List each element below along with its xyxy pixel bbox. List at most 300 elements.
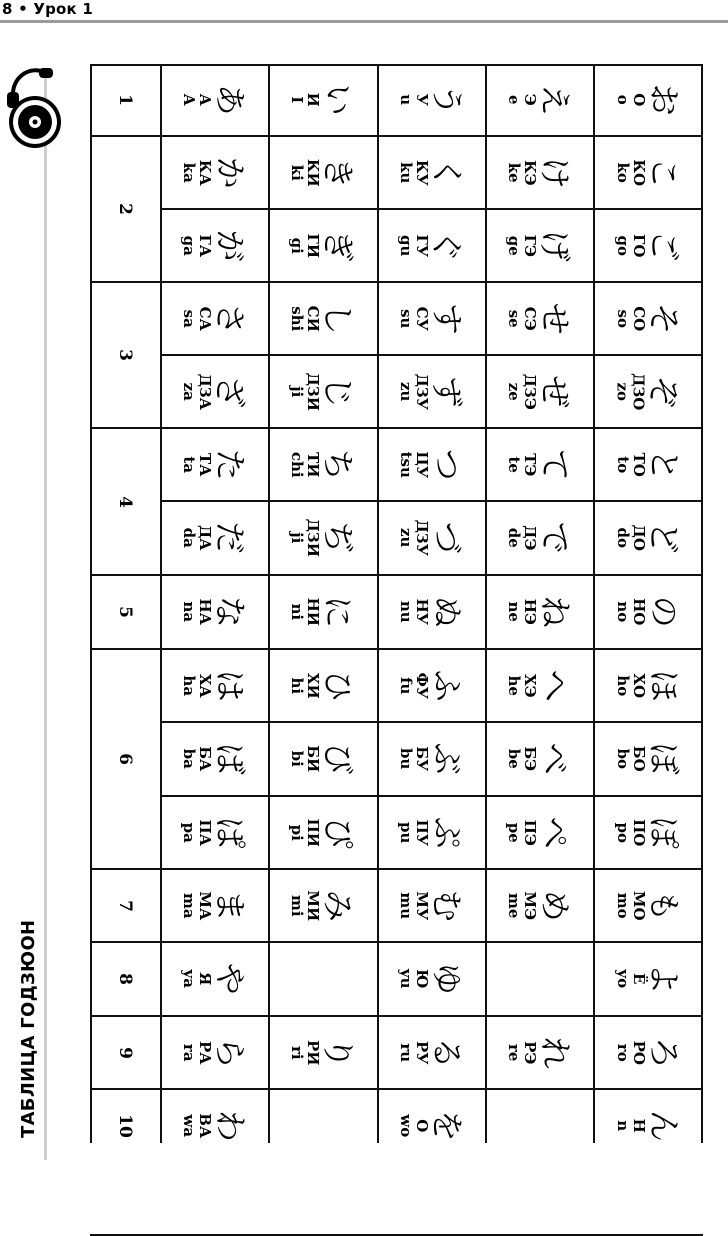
kana-glyph: は: [210, 669, 249, 702]
romaji-reading: pe: [504, 822, 523, 843]
romaji-reading: ge: [504, 235, 523, 256]
group-number: 2: [115, 203, 135, 215]
romaji-reading: o: [613, 94, 632, 106]
kana-cell: [593, 649, 703, 722]
kana-cell: [160, 796, 268, 869]
kana-glyph: み: [319, 889, 358, 922]
kana-glyph: ぼ: [644, 742, 683, 776]
kana-cell: [160, 209, 268, 282]
kana-entry: [180, 84, 248, 116]
kana-glyph: れ: [535, 1036, 574, 1069]
romaji-reading: ru: [396, 1043, 415, 1062]
cyrillic-reading: КИ: [304, 158, 323, 187]
kana-glyph: が: [210, 229, 249, 262]
romaji-reading: chi: [288, 451, 307, 478]
kana-glyph: そ: [644, 302, 683, 335]
kana-glyph: ふ: [427, 669, 466, 702]
kana-cell: [593, 428, 703, 501]
kana-glyph: ね: [535, 595, 574, 629]
kana-cell: [160, 1016, 268, 1089]
kana-glyph: あ: [210, 83, 249, 117]
romaji-reading: do: [613, 527, 632, 549]
kana-entry: [614, 1036, 682, 1068]
kana-entry: [614, 963, 682, 995]
kana-glyph: え: [535, 83, 574, 117]
kana-entry: [397, 1036, 465, 1068]
kana-cell: [268, 136, 377, 209]
cyrillic-reading: РУ: [412, 1040, 431, 1065]
group-number: 9: [115, 1046, 135, 1059]
kana-cell: [485, 575, 593, 649]
romaji-reading: ko: [613, 162, 632, 183]
kana-entry: [289, 84, 357, 116]
kana-entry: [397, 596, 465, 628]
kana-entry: [505, 669, 573, 701]
kana-glyph: へ: [535, 669, 574, 702]
group-number-cell: [90, 1089, 160, 1163]
kana-entry: [614, 229, 682, 261]
cyrillic-reading: Н: [629, 1118, 648, 1134]
kana-entry: [180, 889, 248, 921]
kana-glyph: に: [319, 595, 358, 629]
kana-glyph: ま: [210, 889, 249, 922]
kana-entry: [614, 743, 682, 775]
kana-entry: [614, 84, 682, 116]
kana-cell: [593, 942, 703, 1016]
kana-glyph: め: [535, 889, 574, 922]
cyrillic-reading: КУ: [412, 159, 431, 186]
kana-cell: [593, 869, 703, 942]
group-number-cell: [90, 869, 160, 942]
kana-entry: [505, 84, 573, 116]
kana-entry: [397, 963, 465, 995]
kana-entry: [505, 522, 573, 554]
romaji-reading: wa: [179, 1114, 198, 1138]
kana-entry: [180, 816, 248, 848]
kana-entry: [289, 889, 357, 921]
kana-glyph: な: [210, 595, 249, 629]
kana-glyph: ぶ: [427, 742, 466, 776]
kana-glyph: ぎ: [319, 229, 358, 262]
cyrillic-reading: ГУ: [412, 234, 431, 257]
kana-glyph: お: [644, 83, 683, 117]
cyrillic-reading: НИ: [304, 597, 323, 627]
kana-glyph: だ: [210, 521, 249, 555]
romaji-reading: zu: [396, 381, 415, 402]
romaji-reading: ho: [613, 675, 632, 696]
table-title: ТАБЛИЦА ГОДЗЮОН: [18, 919, 39, 1138]
cyrillic-reading: КО: [629, 159, 648, 186]
cyrillic-reading: ПИ: [304, 818, 323, 847]
cyrillic-reading: НЭ: [520, 598, 539, 626]
cyrillic-reading: ЦУ: [412, 451, 431, 478]
kana-entry: [505, 816, 573, 848]
kana-entry: [397, 743, 465, 775]
cyrillic-reading: МО: [629, 890, 648, 921]
romaji-reading: he: [504, 675, 523, 696]
romaji-reading: ro: [613, 1043, 632, 1062]
cyrillic-reading: ХИ: [304, 672, 323, 699]
kana-glyph: ぺ: [535, 816, 574, 849]
kana-cell: [160, 501, 268, 575]
romaji-reading: wo: [396, 1114, 415, 1138]
group-number-cell: [90, 136, 160, 282]
kana-cell: [268, 282, 377, 355]
romaji-reading: n: [613, 1120, 632, 1132]
kana-cell: [593, 575, 703, 649]
kana-glyph: ず: [427, 375, 466, 408]
cyrillic-reading: ХЭ: [520, 673, 539, 698]
romaji-reading: bu: [396, 748, 415, 770]
romaji-reading: bo: [613, 748, 632, 770]
header-separator: •: [18, 0, 28, 18]
kana-cell: [377, 428, 485, 501]
cyrillic-reading: НА: [195, 598, 214, 626]
kana-entry: [180, 963, 248, 995]
cyrillic-reading: ГЭ: [520, 234, 539, 257]
kana-glyph: と: [644, 448, 683, 481]
header-rule: [0, 20, 728, 23]
cyrillic-reading: СУ: [412, 306, 431, 331]
kana-entry: [505, 156, 573, 188]
group-number: 5: [115, 606, 135, 618]
kana-entry: [614, 302, 682, 334]
kana-cell: [593, 282, 703, 355]
page-header: [0, 0, 728, 20]
kana-glyph: ぜ: [535, 375, 574, 408]
cyrillic-reading: ТИ: [304, 451, 323, 478]
kana-glyph: げ: [535, 229, 574, 262]
cyrillic-reading: СО: [629, 305, 648, 332]
audio-cd-icon: [5, 62, 65, 152]
romaji-reading: yu: [396, 969, 415, 989]
kana-cell: [377, 575, 485, 649]
group-number: 7: [115, 899, 135, 912]
kana-cell: [160, 649, 268, 722]
kana-cell: [160, 1089, 268, 1163]
kana-glyph: る: [427, 1036, 466, 1069]
kana-cell: [485, 722, 593, 796]
cyrillic-reading: КА: [195, 159, 214, 186]
romaji-reading: ji: [288, 385, 307, 398]
romaji-reading: ta: [179, 456, 198, 473]
kana-cell: [593, 1016, 703, 1089]
romaji-reading: de: [504, 527, 523, 549]
romaji-reading: gi: [288, 237, 307, 254]
cyrillic-reading: Ё: [629, 973, 648, 985]
cyrillic-reading: СЭ: [520, 306, 539, 331]
kana-glyph: い: [319, 83, 358, 117]
kana-entry: [289, 596, 357, 628]
kana-glyph: を: [427, 1109, 466, 1143]
kana-cell: [268, 501, 377, 575]
kana-cell: [485, 1016, 593, 1089]
cyrillic-reading: У: [412, 93, 431, 107]
cyrillic-reading: ВА: [195, 1113, 214, 1139]
kana-glyph: ひ: [319, 669, 358, 702]
kana-cell: [160, 428, 268, 501]
kana-glyph: ご: [644, 229, 683, 262]
romaji-reading: ji: [288, 532, 307, 544]
cyrillic-reading: БИ: [304, 745, 323, 773]
kana-entry: [289, 156, 357, 188]
kana-entry: [180, 1110, 248, 1142]
kana-entry: [180, 596, 248, 628]
cyrillic-reading: О: [629, 93, 648, 107]
romaji-reading: re: [504, 1043, 523, 1062]
kana-glyph: く: [427, 156, 466, 189]
kana-glyph: り: [319, 1036, 358, 1069]
kana-glyph: す: [427, 302, 466, 335]
romaji-reading: zo: [613, 382, 632, 401]
kana-glyph: べ: [535, 742, 574, 776]
romaji-reading: mo: [613, 892, 632, 919]
kana-entry: [289, 372, 357, 410]
cyrillic-reading: ТО: [629, 452, 648, 477]
cyrillic-reading: ДЗО: [629, 372, 648, 411]
cyrillic-reading: МИ: [304, 890, 323, 921]
kana-glyph: ど: [644, 521, 683, 555]
kana-entry: [289, 448, 357, 480]
kana-cell: [377, 355, 485, 428]
romaji-reading: pa: [179, 822, 198, 843]
romaji-reading: da: [179, 527, 198, 549]
cyrillic-reading: РЭ: [520, 1040, 539, 1065]
kana-cell: [268, 869, 377, 942]
kana-entry: [614, 373, 682, 410]
romaji-reading: ma: [179, 892, 198, 919]
page-number: 8: [2, 0, 13, 18]
romaji-reading: tsu: [396, 451, 415, 478]
kana-cell: [268, 649, 377, 722]
cyrillic-reading: ДЗЭ: [520, 373, 539, 410]
romaji-reading: u: [396, 94, 415, 106]
kana-entry: [397, 816, 465, 848]
kana-cell: [268, 355, 377, 428]
kana-entry: [180, 1036, 248, 1068]
kana-cell: [160, 942, 268, 1016]
kana-cell: [377, 136, 485, 209]
cyrillic-reading: ДО: [629, 524, 648, 552]
kana-entry: [397, 448, 465, 480]
kana-glyph: ざ: [210, 375, 249, 408]
kana-glyph: こ: [644, 156, 683, 189]
kana-glyph: よ: [644, 962, 683, 996]
kana-entry: [289, 1036, 357, 1068]
cyrillic-reading: ГИ: [304, 233, 323, 258]
cyrillic-reading: ТА: [195, 452, 214, 477]
kana-entry: [180, 743, 248, 775]
group-number-cell: [90, 428, 160, 575]
romaji-reading: nu: [396, 601, 415, 623]
kana-cell: [593, 1089, 703, 1163]
cyrillic-reading: ДЗА: [195, 373, 214, 410]
kana-cell: [485, 428, 593, 501]
romaji-reading: A: [179, 94, 198, 106]
kana-glyph: ぬ: [427, 595, 466, 629]
kana-glyph: ほ: [644, 669, 683, 702]
kana-entry: [397, 520, 465, 556]
group-number-cell: [90, 649, 160, 869]
kana-cell: [485, 136, 593, 209]
kana-glyph: ゆ: [427, 962, 466, 996]
kana-entry: [614, 448, 682, 480]
kana-glyph: ろ: [644, 1036, 683, 1069]
kana-cell: [377, 722, 485, 796]
kana-cell: [268, 722, 377, 796]
kana-glyph: じ: [319, 375, 358, 408]
kana-cell: [377, 649, 485, 722]
kana-glyph: ぢ: [319, 521, 358, 555]
cyrillic-reading: ПА: [195, 819, 214, 846]
romaji-reading: ke: [504, 162, 523, 183]
cyrillic-reading: ПЭ: [520, 819, 539, 846]
group-number: 6: [115, 753, 135, 765]
romaji-reading: hi: [288, 677, 307, 694]
kana-glyph: ぴ: [319, 816, 358, 849]
cyrillic-reading: МУ: [412, 891, 431, 920]
romaji-reading: yo: [613, 969, 632, 989]
cyrillic-reading: БУ: [412, 746, 431, 772]
romaji-reading: ba: [179, 748, 198, 770]
kana-entry: [505, 373, 573, 409]
kana-entry: [397, 229, 465, 261]
lesson-label: Урок 1: [33, 0, 93, 18]
kana-cell: [593, 501, 703, 575]
kana-glyph: ぞ: [644, 375, 683, 408]
romaji-reading: ga: [179, 235, 198, 256]
kana-entry: [289, 519, 357, 557]
kana-cell: [593, 136, 703, 209]
cyrillic-reading: ТЭ: [520, 452, 539, 477]
kana-glyph: ち: [319, 448, 358, 481]
kana-cell: [377, 282, 485, 355]
romaji-reading: zu: [396, 528, 415, 548]
kana-entry: [180, 373, 248, 409]
kana-cell: [268, 796, 377, 869]
kana-entry: [397, 669, 465, 701]
romaji-reading: ra: [179, 1043, 198, 1062]
kana-cell: [377, 209, 485, 282]
kana-glyph: の: [644, 595, 683, 629]
cyrillic-reading: ДА: [195, 525, 214, 551]
kana-cell: [160, 136, 268, 209]
kana-entry: [614, 596, 682, 628]
kana-glyph: う: [427, 83, 466, 117]
romaji-reading: gu: [396, 234, 415, 257]
kana-entry: [614, 889, 682, 921]
kana-cell: [160, 64, 268, 136]
kana-cell: [377, 869, 485, 942]
margin-rule: [44, 78, 47, 1160]
kana-entry: [505, 1036, 573, 1068]
kana-cell: [377, 1016, 485, 1089]
kana-entry: [180, 156, 248, 188]
kana-cell: [593, 64, 703, 136]
cyrillic-reading: РА: [195, 1040, 214, 1065]
romaji-reading: ya: [179, 969, 198, 989]
romaji-reading: ka: [179, 162, 198, 183]
romaji-reading: ri: [288, 1045, 307, 1060]
kana-entry: [505, 302, 573, 334]
kana-cell: [268, 575, 377, 649]
cyrillic-reading: СА: [195, 306, 214, 331]
romaji-reading: se: [504, 309, 523, 328]
cyrillic-reading: ХА: [195, 673, 214, 698]
romaji-reading: ki: [288, 164, 307, 181]
kana-glyph: さ: [210, 302, 249, 335]
cyrillic-reading: А: [195, 93, 214, 107]
kana-entry: [289, 743, 357, 775]
group-number-cell: [90, 1016, 160, 1089]
kana-glyph: び: [319, 742, 358, 776]
cyrillic-reading: ДЭ: [520, 525, 539, 551]
romaji-reading: mi: [288, 894, 307, 917]
kana-cell: [377, 64, 485, 136]
romaji-reading: e: [504, 95, 523, 105]
cyrillic-reading: ФУ: [412, 672, 431, 699]
kana-cell: [377, 1089, 485, 1163]
kana-cell: [377, 942, 485, 1016]
romaji-reading: ze: [505, 382, 523, 401]
kana-cell: [593, 796, 703, 869]
group-number: 4: [115, 495, 135, 508]
romaji-reading: pu: [396, 821, 415, 844]
kana-entry: [180, 669, 248, 701]
kana-entry: [614, 669, 682, 701]
kana-glyph: ぽ: [644, 816, 683, 849]
kana-cell: [377, 796, 485, 869]
group-number: 10: [114, 1114, 135, 1138]
cyrillic-reading: ПО: [629, 818, 648, 847]
kana-entry: [289, 229, 357, 261]
cyrillic-reading: РО: [629, 1040, 648, 1065]
cyrillic-reading: ДЗУ: [412, 519, 431, 557]
romaji-reading: pi: [288, 824, 307, 841]
kana-glyph: せ: [535, 302, 574, 335]
cyrillic-reading: ДЗИ: [304, 518, 323, 558]
kana-glyph: や: [210, 962, 249, 996]
romaji-reading: ha: [179, 675, 198, 696]
romaji-reading: go: [613, 235, 632, 256]
romaji-reading: ku: [396, 161, 415, 184]
romaji-reading: no: [613, 601, 632, 623]
kana-glyph: た: [210, 448, 249, 481]
cyrillic-reading: БЭ: [520, 746, 539, 772]
kana-glyph: か: [210, 156, 249, 189]
kana-glyph: も: [644, 889, 683, 922]
romaji-reading: na: [179, 601, 198, 623]
kana-cell: [593, 355, 703, 428]
gojuon-table: [90, 64, 703, 1143]
romaji-reading: be: [504, 748, 523, 770]
kana-cell: [485, 209, 593, 282]
kana-entry: [289, 669, 357, 701]
kana-cell: [268, 209, 377, 282]
kana-entry: [397, 156, 465, 188]
cyrillic-reading: ХО: [629, 673, 648, 698]
kana-entry: [614, 816, 682, 848]
kana-entry: [505, 889, 573, 921]
cyrillic-reading: РИ: [304, 1039, 323, 1066]
kana-glyph: ぐ: [427, 229, 466, 262]
cyrillic-reading: О: [412, 1119, 431, 1133]
kana-glyph: け: [535, 156, 574, 189]
kana-glyph: し: [319, 302, 358, 335]
romaji-reading: mu: [396, 892, 415, 919]
group-number-cell: [90, 64, 160, 136]
kana-cell: [160, 722, 268, 796]
